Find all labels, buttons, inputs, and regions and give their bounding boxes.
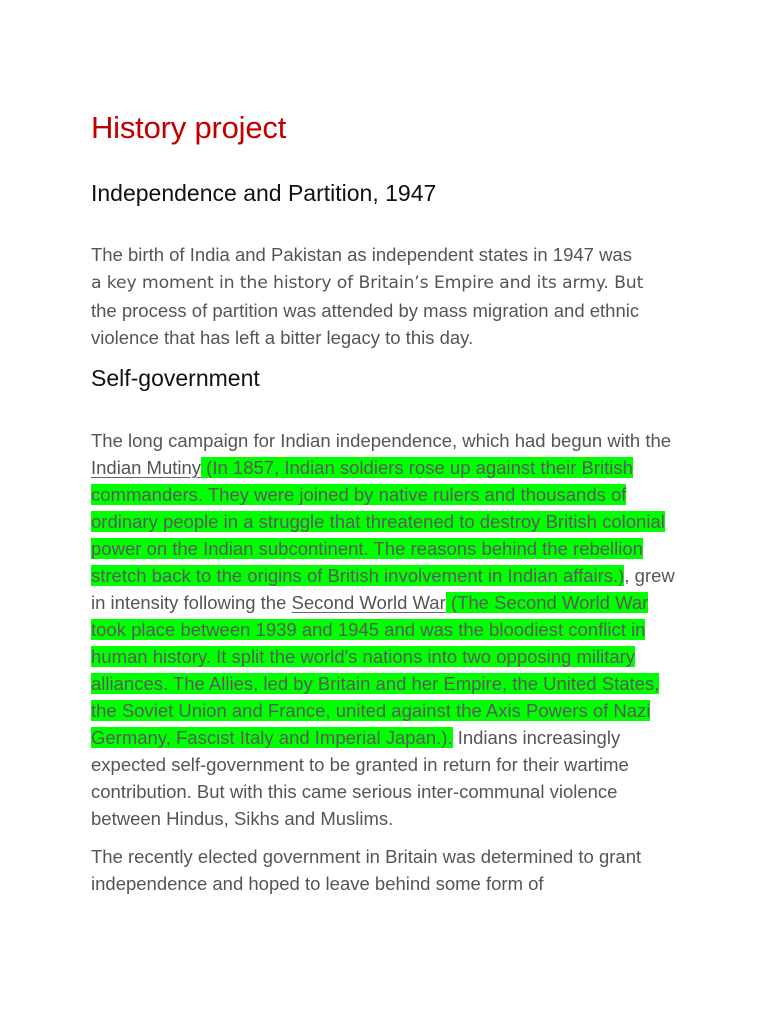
campaign-text-2: , grew in intensity following the xyxy=(91,565,675,613)
indian-mutiny-link[interactable]: Indian Mutiny xyxy=(91,457,202,478)
document-subtitle: Independence and Partition, 1947 xyxy=(91,180,437,206)
document-title: History project xyxy=(91,110,287,145)
section-heading: Self-government xyxy=(91,365,260,391)
indian-mutiny-tooltip-text: (In 1857, Indian soldiers rose up against their British commanders. They were joined by native rulers and thousands of ordinary people in a struggle that threatened to destroy British colonial power on the Indian subcontinent. The reasons behind the rebellion stretch back to the origins of British involvement in Indian affairs.) xyxy=(91,457,665,586)
campaign-text-1: The long campaign for Indian independence, which had begun with the xyxy=(91,430,672,451)
intro-text-part1: The birth of India and Pakistan as independent states in 1947 was xyxy=(91,244,632,265)
intro-text-part3: the process of partition was attended by mass migration and ethnic violence that has left a bitter legacy to this day. xyxy=(91,300,640,348)
document-content xyxy=(91,108,676,897)
intro-text-part2: a key moment in the history of Britain’s Empire and its army. But xyxy=(91,273,644,293)
government-paragraph: The recently elected government in Britain was determined to grant independence and hoped to leave behind some form of xyxy=(91,846,642,894)
second-world-war-tooltip-text: (The Second World War took place between 1939 and 1945 and was the bloodiest conflict in human history. It split the world's nations into two opposing military alliances. The Allies, led by Britain and her Empire, the United States, the Soviet Union and France, united against the Axis Powers of Nazi Germany, Fascist Italy and Imperial Japan.). xyxy=(91,592,660,748)
second-world-war-link[interactable]: Second World War xyxy=(291,592,446,613)
intro-paragraph xyxy=(91,241,676,351)
campaign-paragraph xyxy=(91,427,676,832)
campaign-text-3: Indians increasingly expected self-government to be granted in return for their wartime contribution. But with this came serious inter-communal violence between Hindus, Sikhs and Muslims. xyxy=(91,727,629,829)
